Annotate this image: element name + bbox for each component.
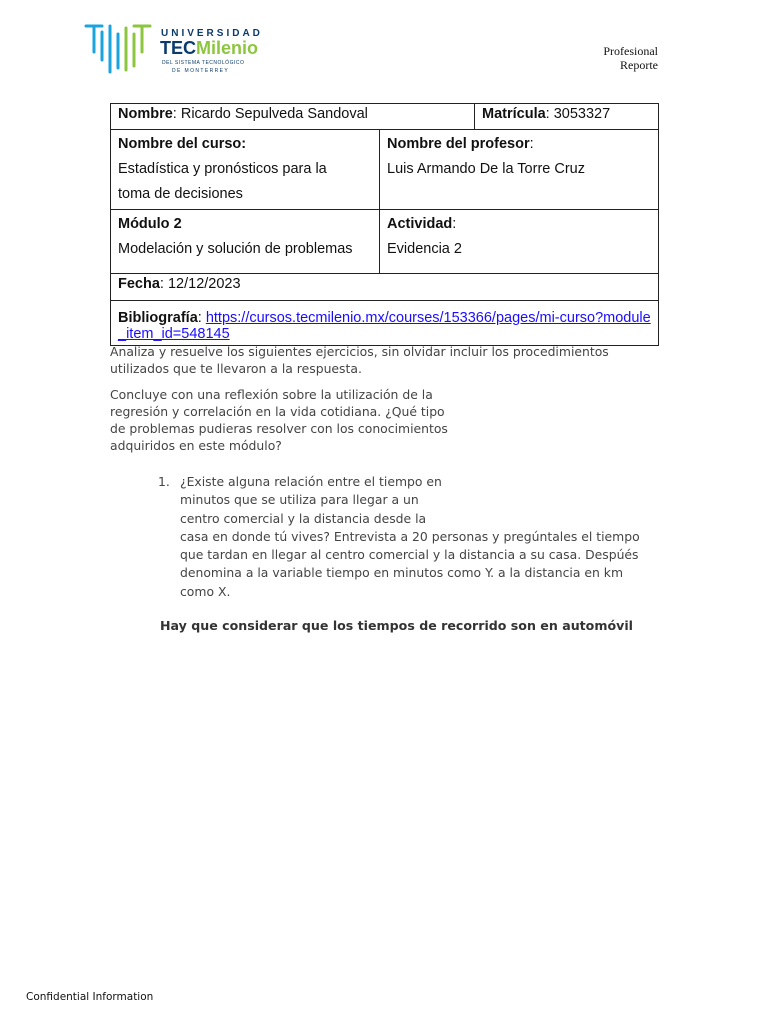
curso-cell — [111, 130, 380, 210]
modulo-label: Módulo 2 — [118, 216, 182, 232]
profesor-label: Nombre del profesor — [387, 136, 530, 152]
nombre-value: : Ricardo Sepulveda Sandoval — [172, 106, 368, 122]
tecmilenio-logo — [84, 22, 274, 80]
matricula-cell — [475, 104, 659, 130]
nombre-label: Nombre — [118, 106, 173, 122]
logo-line3: DEL SISTEMA TECNOLÓGICO — [162, 60, 245, 66]
instructions-paragraph: Analiza y resuelve los siguientes ejercicios, sin olvidar incluir los procedimientos utilizados que te llevaron a la respuesta. — [110, 344, 609, 376]
question-line: que tardan en llegar al centro comercial y la distancia a su casa. Despúés — [180, 547, 639, 563]
confidential-footer: Confidential Information — [26, 991, 154, 1003]
matricula-value: : 3053327 — [545, 106, 611, 122]
bibliografia-label: Bibliografía — [118, 310, 198, 326]
question-line: denomina a la variable tiempo en minutos como Y. a la distancia en km — [180, 565, 624, 581]
nombre-cell — [111, 104, 475, 130]
bibliografia-link[interactable]: https://cursos.tecmilenio.mx/courses/153366/pages/mi-curso?module_item_id=548145 — [118, 310, 651, 342]
question-1 — [158, 473, 648, 601]
modulo-cell — [111, 210, 380, 274]
curso-line1: Estadística y pronósticos para la — [118, 161, 327, 177]
question-line: centro comercial y la distancia desde la — [180, 510, 427, 526]
question-number: 1. — [158, 474, 170, 489]
question-line: como X. — [180, 583, 231, 599]
bibliografia-cell — [111, 301, 659, 346]
svg-text:TECMilenio — [160, 38, 258, 58]
logo-tec: TEC — [160, 38, 196, 58]
automobile-note: Hay que considerar que los tiempos de recorrido son en automóvil — [160, 618, 633, 633]
header-profesional: Profesional — [603, 44, 658, 58]
question-line: ¿Existe alguna relación entre el tiempo en — [180, 474, 442, 489]
question-line: minutos que se utiliza para llegar a un — [180, 492, 419, 508]
curso-line2: toma de decisiones — [118, 186, 243, 202]
fecha-label: Fecha — [118, 276, 160, 292]
curso-label: Nombre del curso: — [118, 136, 247, 152]
question-text — [180, 473, 648, 601]
profesor-colon: : — [529, 136, 534, 152]
matricula-label: Matrícula — [482, 106, 546, 122]
actividad-colon: : — [452, 216, 457, 232]
profesor-cell — [380, 130, 659, 210]
modulo-value: Modelación y solución de problemas — [118, 241, 353, 257]
document-type-header — [603, 44, 658, 72]
profesor-value: Luis Armando De la Torre Cruz — [387, 161, 585, 177]
actividad-value: Evidencia 2 — [387, 241, 462, 257]
fecha-value: : 12/12/2023 — [159, 276, 241, 292]
question-line: casa en donde tú vives? Entrevista a 20 personas y pregúntales el tiempo — [180, 528, 640, 544]
actividad-label: Actividad — [387, 216, 453, 232]
bibliografia-colon: : — [197, 310, 206, 326]
reflection-paragraph: Concluye con una reflexión sobre la utilización de la regresión y correlación en la vida cotidiana. ¿Qué tipo de problemas pudieras resolver con los conocimientos adquiridos en este módulo? — [110, 387, 448, 453]
header-reporte: Reporte — [620, 58, 658, 72]
student-info-table — [110, 103, 659, 346]
logo-line1: UNIVERSIDAD — [161, 28, 263, 39]
logo-graphic — [84, 22, 274, 80]
actividad-cell — [380, 210, 659, 274]
fecha-cell — [111, 274, 659, 301]
logo-milenio: Milenio — [196, 38, 258, 58]
logo-line4: DE MONTERREY — [172, 68, 230, 74]
